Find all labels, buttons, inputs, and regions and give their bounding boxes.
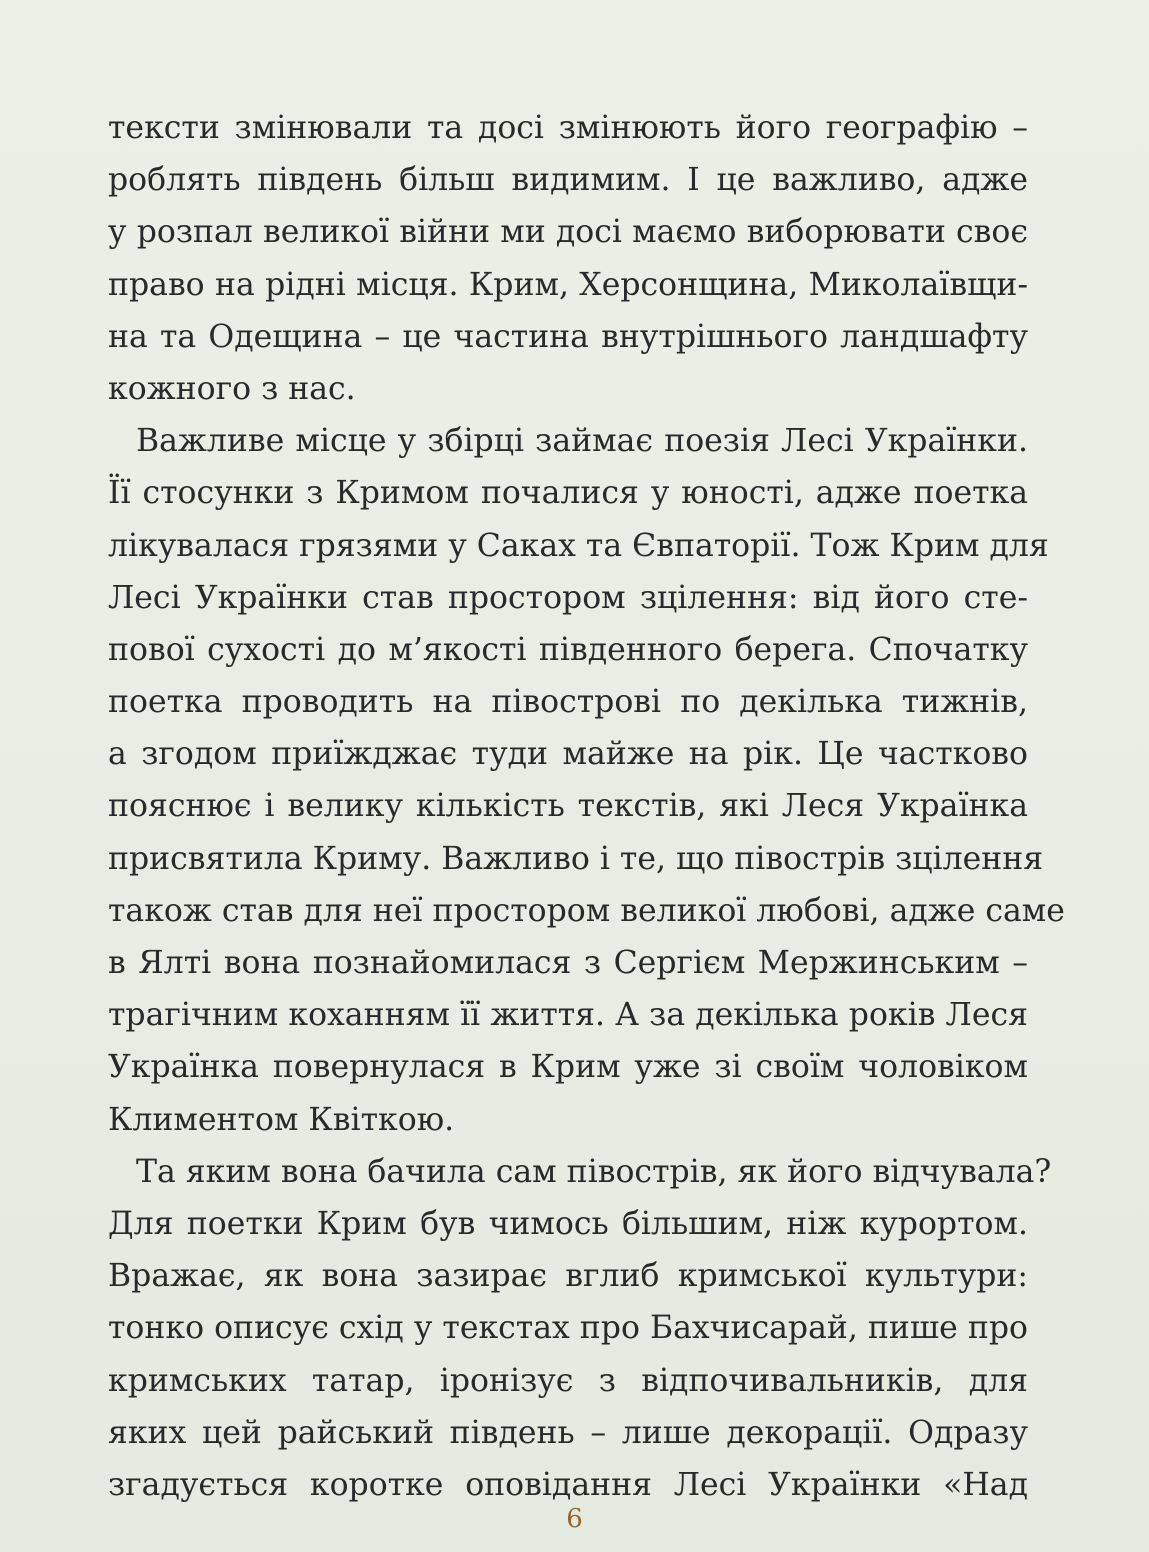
text-line: тексти змінювали та досі змінюють його географію – (108, 110, 1028, 146)
text-line: яких цей райський південь – лише декорації. Одразу (108, 1414, 1028, 1451)
text-line: згадується коротке оповідання Лесі Українки «Над (108, 1466, 1028, 1503)
paragraph-3 (108, 1146, 1052, 1511)
text-line: Її стосунки з Кримом почалися у юності, адже поетка (108, 475, 1028, 512)
text-line: а згодом приїжджає туди майже на рік. Це частково (108, 736, 1028, 773)
text-line: на та Одещина – це частина внутрішнього ландшафту (108, 318, 1028, 355)
text-line: Климентом Квіткою. (108, 1101, 455, 1138)
text-line: поетка проводить на півострові по декілька тижнів, (108, 684, 1028, 721)
text-line: кожного з нас. (108, 370, 356, 407)
body-text (108, 102, 1065, 1511)
text-line: трагічним коханням її життя. А за декілька років Леся (108, 997, 1028, 1034)
text-line: Вражає, як вона зазирає вглиб кримської культури: (108, 1258, 1028, 1295)
text-line: лікувалася грязями у Саках та Євпаторії. Тож Крим для (108, 527, 1049, 564)
paragraph-2 (108, 415, 1065, 1146)
text-line: кримських татар, іронізує з відпочивальників, для (108, 1362, 1028, 1399)
paragraph-1 (108, 102, 1028, 415)
text-line: у розпал великої війни ми досі маємо виборювати своє (108, 214, 1028, 251)
text-line: Важливе місце у збірці займає поезія Лесі Українки. (136, 423, 1028, 460)
text-line: також став для неї простором великої любові, адже саме (108, 892, 1065, 929)
text-line: Для поетки Крим був чимось більшим, ніж курортом. (108, 1205, 1028, 1242)
text-line: тонко описує схід у текстах про Бахчисарай, пише про (108, 1310, 1028, 1347)
text-line: право на рідні місця. Крим, Херсонщина, Миколаївщи- (108, 266, 1028, 303)
text-line: Лесі Українки став простором зцілення: від його сте- (108, 579, 1028, 616)
page-number: 6 (566, 1504, 583, 1534)
text-line: присвятила Криму. Важливо і те, що півострів зцілення (108, 840, 1044, 877)
text-line: Та яким вона бачила сам півострів, як його відчувала? (136, 1153, 1052, 1190)
text-line: роблять південь більш видимим. І це важливо, адже (108, 162, 1028, 199)
text-line: Українка повернулася в Крим уже зі своїм чоловіком (108, 1049, 1028, 1086)
text-line: пояснює і велику кількість текстів, які Леся Українка (108, 788, 1028, 825)
text-line: в Ялті вона познайомилася з Сергієм Мержинським – (108, 945, 1028, 981)
text-line: пової сухості до м’якості південного берега. Спочатку (108, 631, 1028, 668)
